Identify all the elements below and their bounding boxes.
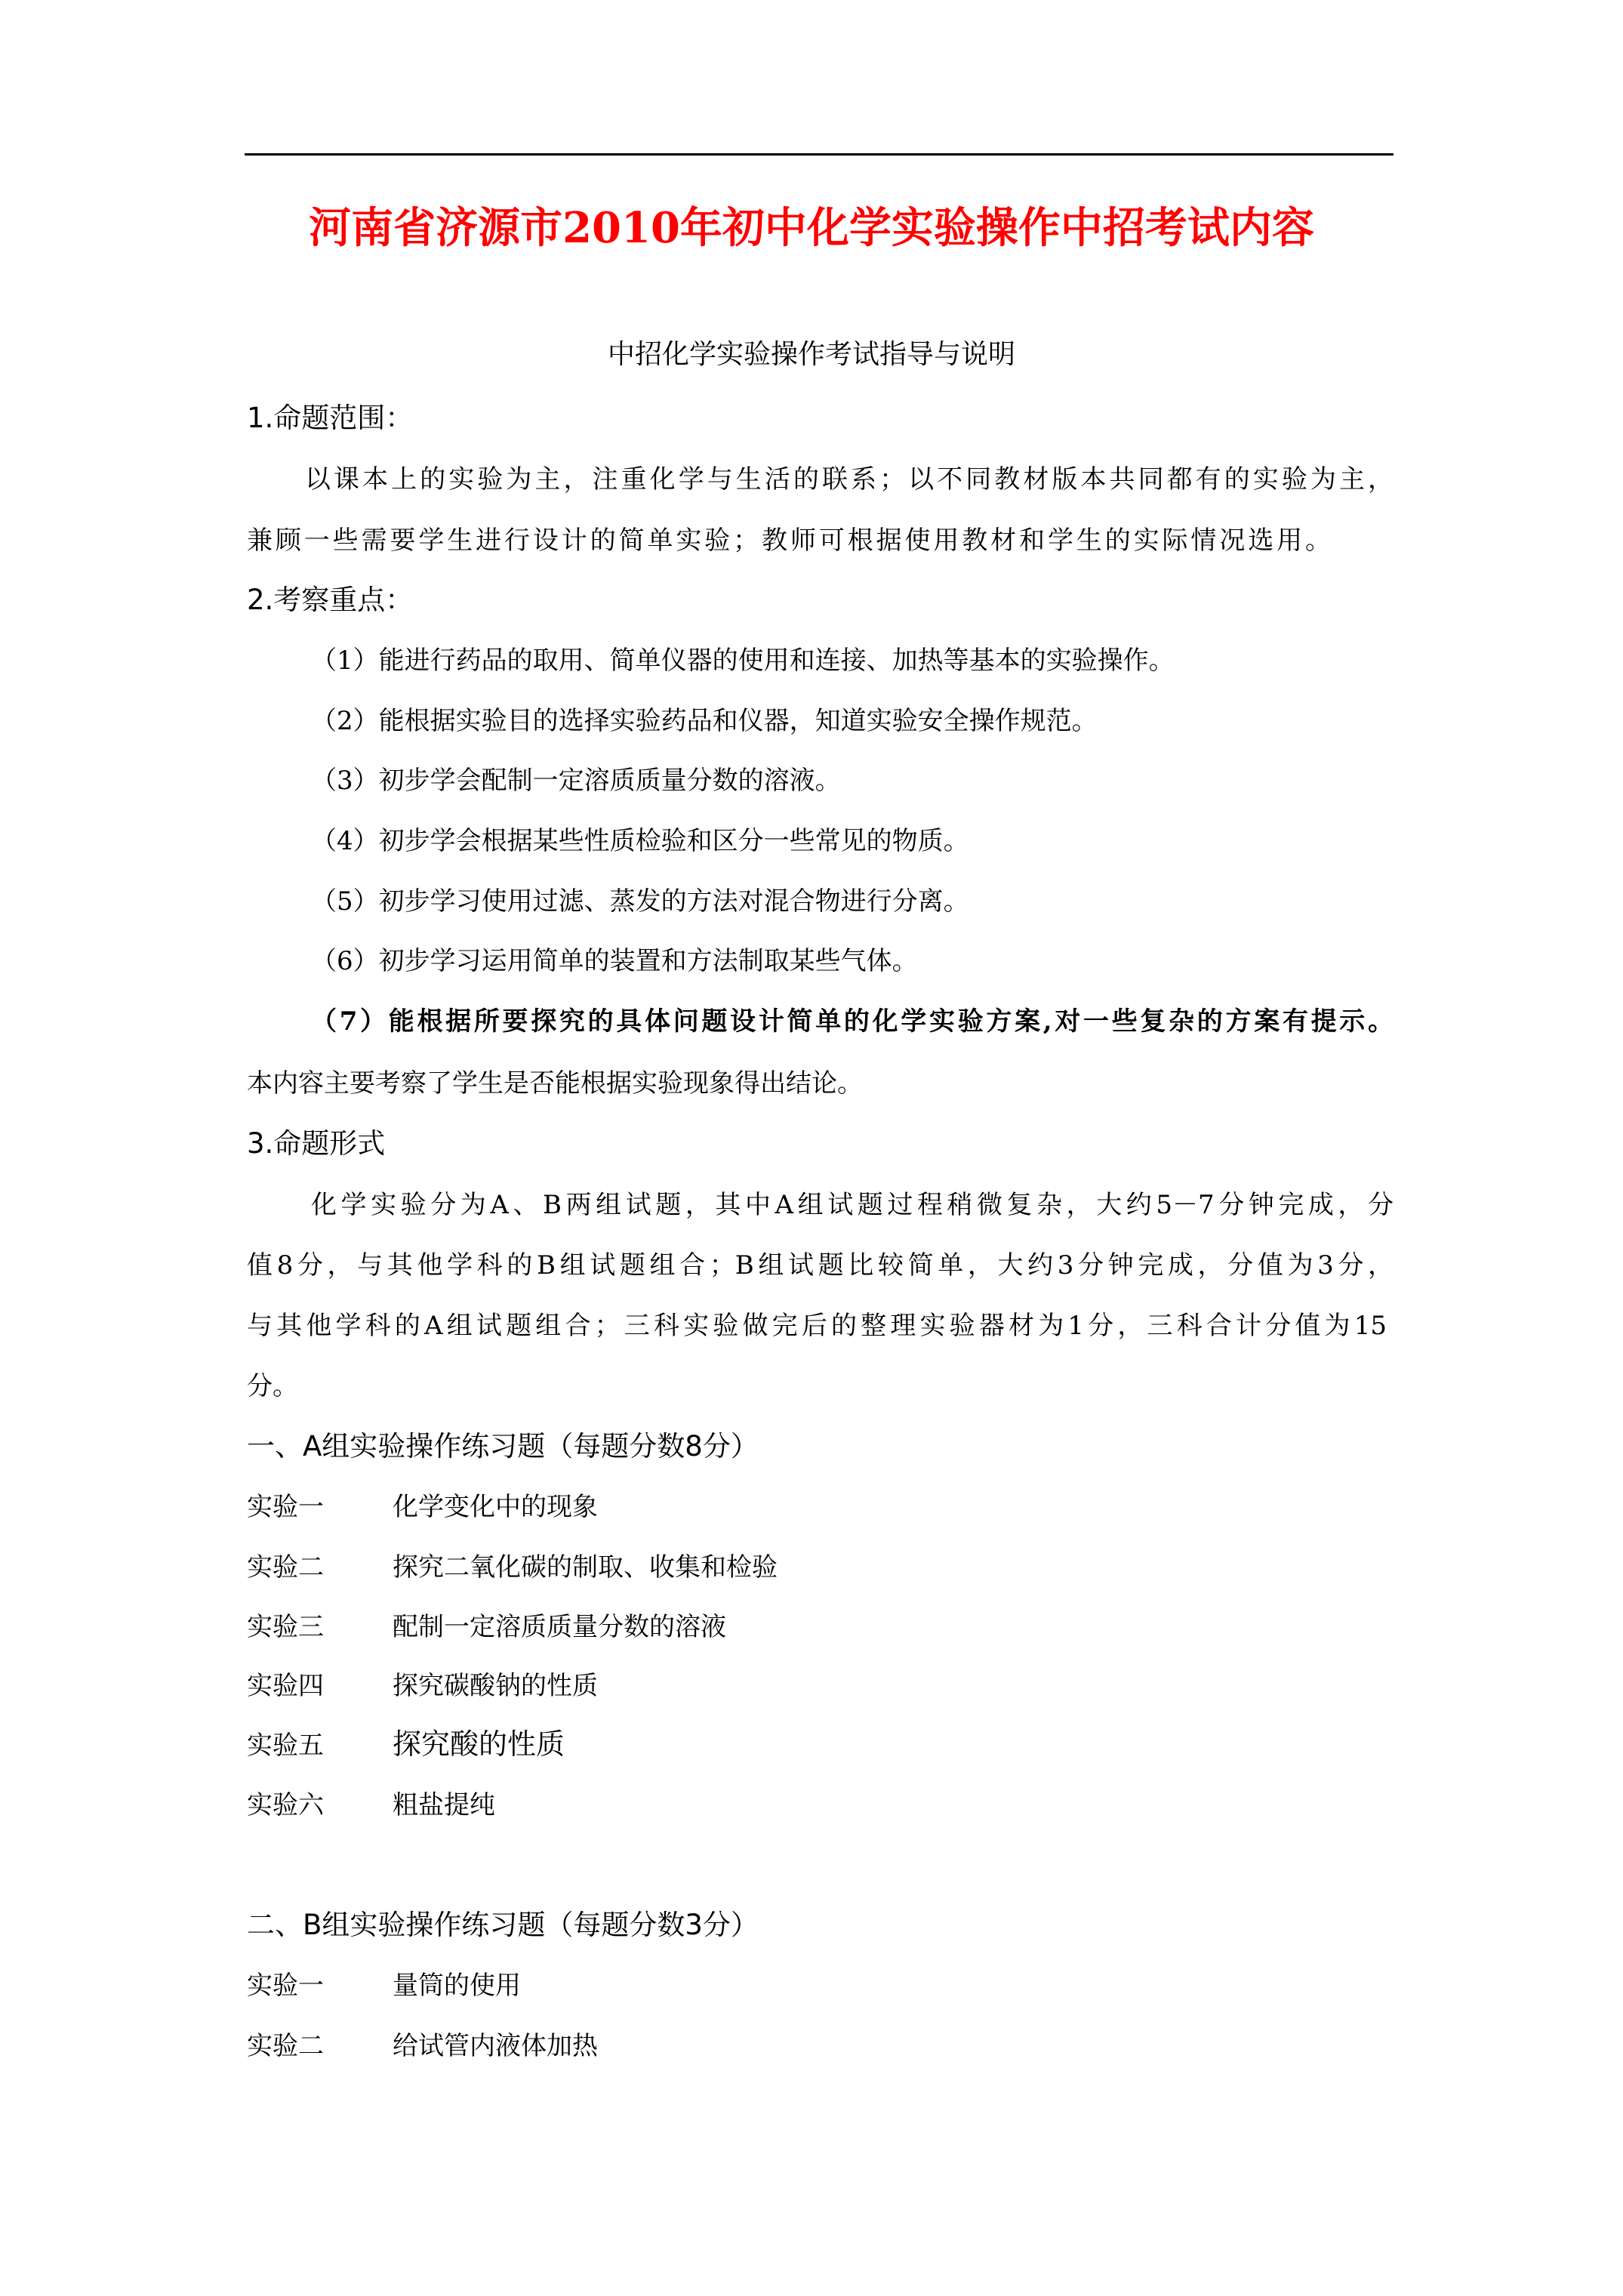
group-a-experiment-label: 实验二 bbox=[247, 1552, 324, 1583]
format-line-3: 与其他学科的A组试题组合；三科实验做完后的整理实验器材为1分，三科合计分值为15 bbox=[247, 1311, 1387, 1341]
group-a-experiment-name: 探究碳酸钠的性质 bbox=[393, 1671, 598, 1701]
focus-point-3: （3）初步学会配制一定溶质质量分数的溶液。 bbox=[311, 766, 841, 796]
focus-point-5: （5）初步学习使用过滤、蒸发的方法对混合物进行分离。 bbox=[311, 886, 969, 917]
group-b-experiment-name: 给试管内液体加热 bbox=[393, 2031, 598, 2061]
group-a-experiment-label: 实验一 bbox=[247, 1492, 324, 1522]
group-a-experiment-label: 实验三 bbox=[247, 1612, 324, 1642]
format-line-2: 值8分，与其他学科的B组试题组合；B组试题比较简单，大约3分钟完成，分值为3分， bbox=[247, 1250, 1394, 1281]
group-a-heading: 一、A组实验操作练习题（每题分数8分） bbox=[247, 1430, 759, 1462]
focus-point-4: （4）初步学会根据某些性质检验和区分一些常见的物质。 bbox=[311, 826, 969, 856]
document-title: 河南省济源市2010年初中化学实验操作中招考试内容 bbox=[309, 203, 1314, 253]
group-b-experiment-label: 实验一 bbox=[247, 1971, 324, 2001]
group-a-experiment-name: 探究二氧化碳的制取、收集和检验 bbox=[393, 1552, 778, 1583]
group-a-experiment-name: 化学变化中的现象 bbox=[393, 1492, 598, 1522]
section-heading-format: 3.命题形式 bbox=[247, 1127, 386, 1160]
format-line-4: 分。 bbox=[247, 1371, 298, 1401]
focus-point-1: （1）能进行药品的取用、简单仪器的使用和连接、加热等基本的实验操作。 bbox=[311, 646, 1175, 676]
group-b-experiment-label: 实验二 bbox=[247, 2031, 324, 2061]
section-heading-scope: 1.命题范围： bbox=[247, 402, 414, 434]
group-b-heading: 二、B组实验操作练习题（每题分数3分） bbox=[247, 1909, 759, 1941]
group-a-experiment-name: 粗盐提纯 bbox=[393, 1790, 495, 1820]
group-a-experiment-name: 探究酸的性质 bbox=[393, 1727, 565, 1761]
focus-point-6: （6）初步学习运用简单的装置和方法制取某些气体。 bbox=[311, 946, 918, 976]
document-subtitle: 中招化学实验操作考试指导与说明 bbox=[607, 339, 1015, 370]
scope-line-2: 兼顾一些需要学生进行设计的简单实验；教师可根据使用教材和学生的实际情况选用。 bbox=[247, 525, 1331, 556]
focus-point-7: （7）能根据所要探究的具体问题设计简单的化学实验方案,对一些复杂的方案有提示。 bbox=[311, 1006, 1394, 1037]
group-a-experiment-label: 实验五 bbox=[247, 1730, 324, 1761]
group-a-experiment-label: 实验六 bbox=[247, 1790, 324, 1820]
section-heading-focus: 2.考察重点： bbox=[247, 584, 414, 616]
format-line-1: 化学实验分为A、B两组试题，其中A组试题过程稍微复杂，大约5－7分钟完成，分 bbox=[311, 1190, 1394, 1220]
group-a-experiment-name: 配制一定溶质质量分数的溶液 bbox=[393, 1612, 726, 1642]
focus-note: 本内容主要考察了学生是否能根据实验现象得出结论。 bbox=[247, 1068, 863, 1099]
group-b-experiment-name: 量筒的使用 bbox=[393, 1971, 521, 2001]
focus-point-2: （2）能根据实验目的选择实验药品和仪器，知道实验安全操作规范。 bbox=[311, 706, 1098, 736]
header-rule bbox=[245, 153, 1394, 156]
scope-line-1: 以课本上的实验为主，注重化学与生活的联系；以不同教材版本共同都有的实验为主， bbox=[305, 464, 1394, 495]
group-a-experiment-label: 实验四 bbox=[247, 1671, 324, 1701]
